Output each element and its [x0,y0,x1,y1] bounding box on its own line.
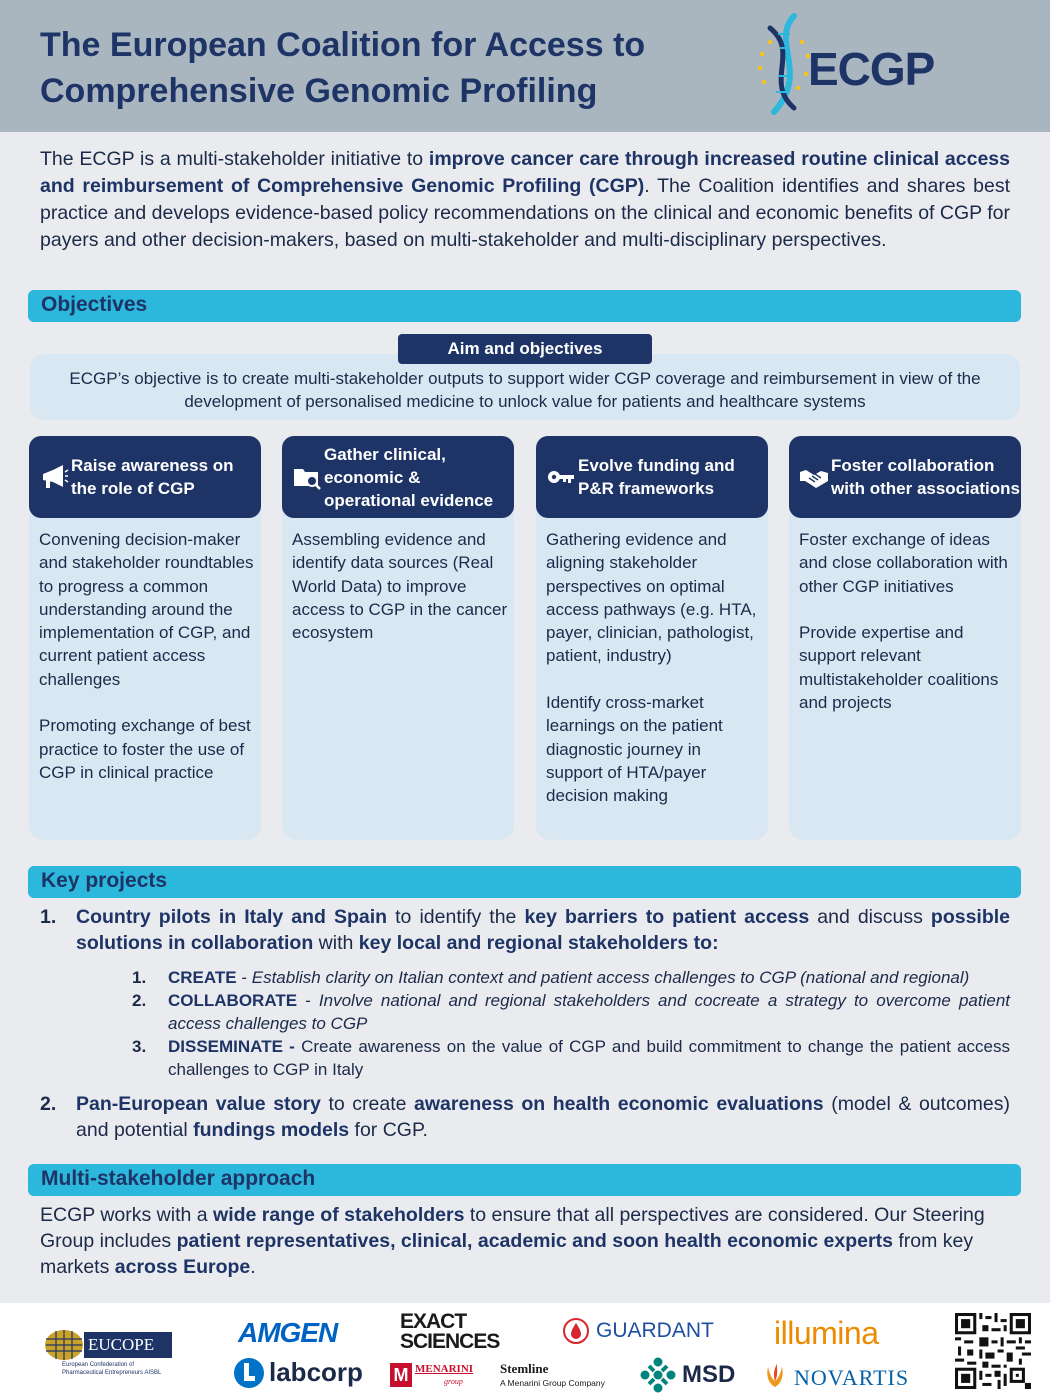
objectives-heading: Objectives [41,293,148,316]
menarini-wordmark: MENARINI [415,1363,474,1375]
objective-paragraph: Gathering evidence and aligning stakeholder perspectives on optimal access pathways (e.g. HTA, payer, clinician, pathologist, patient, industry) [546,530,757,666]
key-project-item [40,1091,1010,1143]
bold-text: awareness on health economic evaluations [414,1093,824,1115]
item-number: 3. [132,1037,147,1056]
megaphone-icon [39,462,69,492]
illumina-logo: illumina [774,1315,879,1351]
partner-logos-footer [0,1303,1050,1400]
text: to identify the [387,906,525,928]
objective-column-evidence [282,436,514,840]
text: (model & outcomes) and potential [76,1093,1010,1141]
objective-header [29,436,261,518]
text: ECGP works with a [40,1204,214,1226]
bold-text: fundings models [193,1119,350,1141]
item-number: 1. [40,906,57,928]
bold-text: Pan-European value story [76,1093,321,1115]
labcorp-mark-icon [233,1357,265,1389]
bold-text: possible solutions in collaboration [76,906,1011,954]
objective-title: Raise awareness on the role of CGP [71,456,234,498]
menarini-group-text: group [444,1377,463,1386]
eucope-subtitle-2: Pharmaceutical Entrepreneurs AISBL [62,1370,162,1376]
title-line-1: The European Coalition for Access to [40,26,646,64]
aim-text: ECGP’s objective is to create multi-stakeholder outputs to support wider CGP coverage and reimbursement in view of the development of personalised medicine to unlock value for patients and healthcare systems [69,369,981,411]
stemline-logo [500,1361,610,1391]
key-projects-heading: Key projects [41,869,168,892]
objective-column-collaboration [789,436,1021,840]
objective-paragraph: Assembling evidence and identify data sources (Real World Data) to improve access to CGP in the cancer ecosystem [292,530,508,643]
eucope-logo [44,1329,194,1385]
title-line-2: Comprehensive Genomic Profiling [40,72,598,110]
bold-text: Country pilots in Italy and Spain [76,906,388,928]
header-banner [0,0,1050,132]
objective-column-awareness [29,436,261,840]
sub-text: Establish clarity on Italian context and patient access challenges to CGP (national and regional) [251,968,970,987]
key-project-item [40,904,1010,1081]
labcorp-wordmark: labcorp [269,1357,363,1387]
eucope-subtitle-1: European Confederation of [62,1362,135,1368]
amgen-logo: AMGEN [238,1317,338,1348]
sub-text: Involve national and regional stakeholders and cocreate a strategy to overcome patient access challenges to CGP [168,991,1010,1033]
sub-label: COLLABORATE [168,991,298,1010]
intro-text-1: The ECGP is a multi-stakeholder initiative to [40,148,429,170]
stemline-wordmark: Stemline [500,1361,549,1376]
msd-wordmark: MSD [682,1361,736,1388]
sub-list [132,966,1010,1081]
objective-column-funding [536,436,768,840]
novartis-wordmark: NOVARTIS [794,1365,910,1390]
stemline-subtitle: A Menarini Group Company [500,1378,605,1388]
text: with [313,932,359,954]
bold-text: across Europe [114,1256,251,1278]
sub-item-collaborate [132,989,1010,1035]
objective-title: Foster collaboration with other associations [831,456,1020,498]
key-projects-heading-bar [28,866,1021,898]
objective-header [536,436,768,518]
menarini-m-icon: M [390,1363,412,1387]
guardant-drop-icon [562,1317,590,1345]
multi-stakeholder-heading-bar [28,1164,1021,1196]
item-number: 2. [132,991,147,1010]
separator: - [236,968,252,987]
handshake-icon [799,462,829,492]
logo-wordmark: ECGP [808,43,935,95]
intro-text-2: . The Coalition identifies and shares best practice and develops evidence-based policy recommendations on the clinical and economic benefits of CGP for payers and other decision-makers, based on multi-stakeholder and multi-disciplinary perspectives. [40,175,1011,251]
objective-body [799,528,1015,738]
objective-title: Gather clinical, economic & operational evidence [324,444,494,510]
ecgp-logo [750,12,980,118]
sub-label: CREATE [168,968,237,987]
intro-paragraph [40,146,1010,254]
exact-logo-line2: SCIENCES [400,1330,500,1353]
intro-bold-1: improve cancer care through increased routine clinical access and reimbursement of Comprehensive Genomic Profiling (CGP) [40,148,1010,197]
novartis-flame-icon [764,1361,786,1389]
text: . [250,1256,256,1278]
objective-paragraph: Provide expertise and support relevant multistakeholder coalitions and projects [799,623,999,713]
sub-label: DISSEMINATE - [168,1037,295,1056]
qr-code[interactable] [955,1313,1031,1389]
item-number: 1. [132,968,147,987]
menarini-logo [390,1361,482,1391]
key-projects-list [40,904,1010,1143]
objective-body [292,528,508,668]
text: for CGP. [349,1119,428,1141]
exact-logo-line1: EXACT [400,1310,467,1333]
multi-stakeholder-heading: Multi-stakeholder approach [41,1167,316,1190]
separator: - [297,991,319,1010]
sub-item-create [132,966,1010,989]
text: and discuss [809,906,931,928]
objectives-heading-bar [28,290,1021,322]
bold-text: key local and regional stakeholders to: [358,932,719,954]
sub-text: Create awareness on the value of CGP and build commitment to change the patient access challenges to CGP in Italy [168,1037,1010,1079]
objective-paragraph: Foster exchange of ideas and close collaboration with other CGP initiatives [799,530,1008,596]
objective-title: Evolve funding and P&R frameworks [578,456,735,498]
folder-search-icon [292,462,322,492]
bold-text: patient representatives, clinical, academic and soon health economic experts [176,1230,893,1252]
globe-icon [44,1329,84,1361]
objective-paragraph: Promoting exchange of best practice to foster the use of CGP in clinical practice [39,716,251,782]
bold-text: wide range of stakeholders [213,1204,465,1226]
multi-stakeholder-paragraph [40,1202,1010,1280]
objective-header [789,436,1021,518]
text: from key markets [40,1230,974,1278]
objective-body [546,528,762,831]
msd-mark-icon [640,1357,676,1393]
objective-header [282,436,514,518]
page-title [40,22,740,114]
guardant-wordmark: GUARDANT [596,1319,714,1342]
key-icon [546,462,576,492]
text: to create [320,1093,415,1115]
aim-label: Aim and objectives [398,334,652,364]
text: to ensure that all perspectives are considered. Our Steering Group includes [40,1204,985,1252]
objective-body [39,528,255,808]
bold-text: key barriers to patient access [524,906,810,928]
item-number: 2. [40,1093,57,1115]
objective-paragraph: Convening decision-maker and stakeholder roundtables to progress a common understanding around the implementation of CGP, and current patient access challenges [39,530,254,689]
sub-item-disseminate [132,1035,1010,1081]
objective-paragraph: Identify cross-market learnings on the patient diagnostic journey in support of HTA/payer decision making [546,693,723,806]
eucope-wordmark: EUCOPE [84,1332,172,1358]
